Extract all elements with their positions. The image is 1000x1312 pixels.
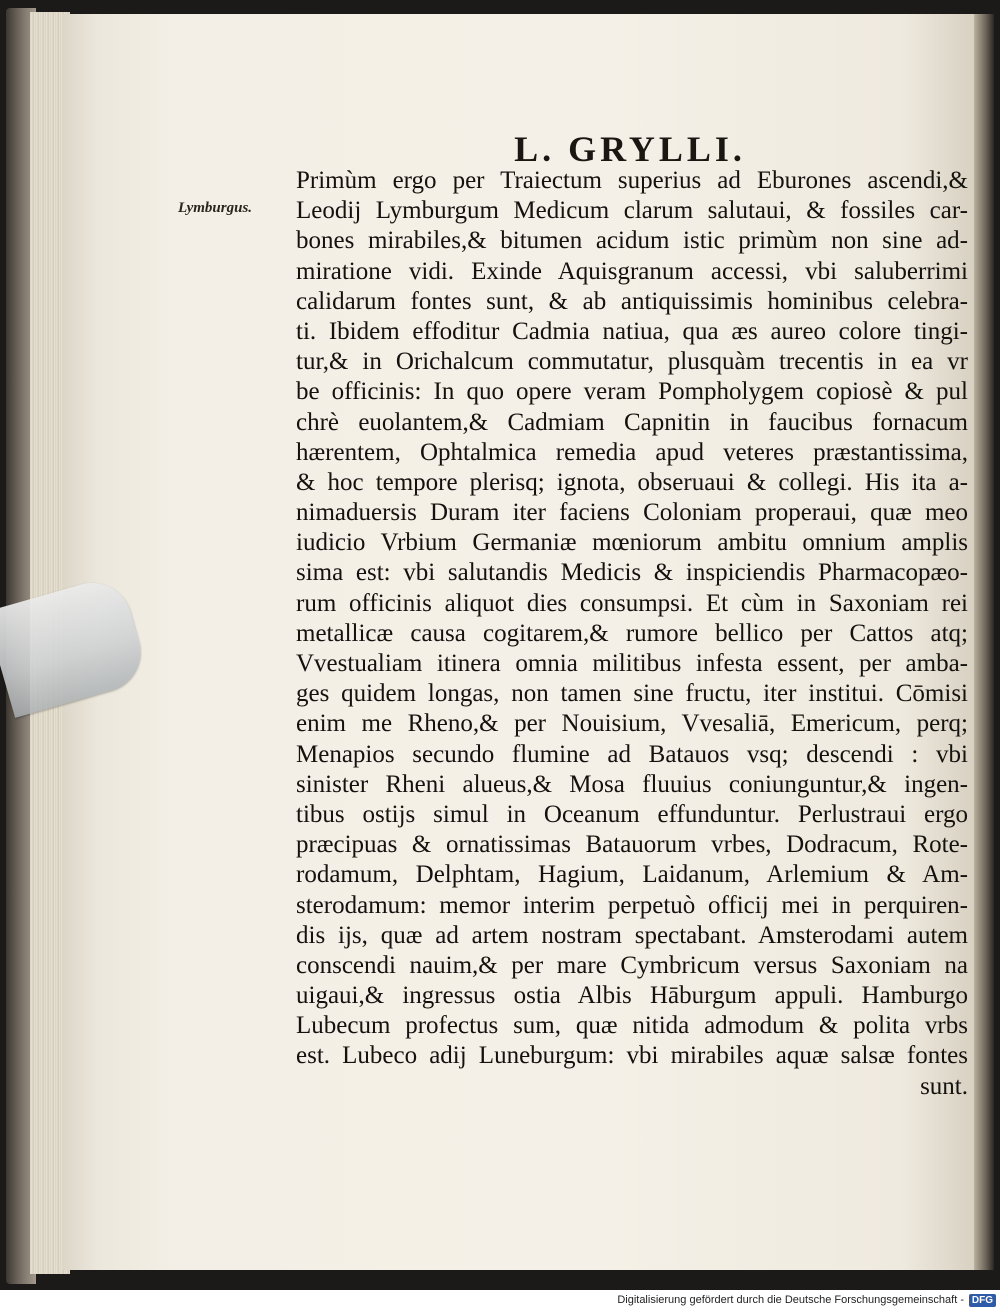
marginal-note: Lymburgus. xyxy=(178,200,253,216)
text-line: miratione vidi. Exinde Aquisgranum accessi, vbi saluberrimi xyxy=(296,257,968,285)
text-line: ti. Ibidem effoditur Cadmia natiua, qua æs aureo colore tingi- xyxy=(296,317,968,345)
text-line: chrè euolantem,& Cadmiam Capnitin in faucibus fornacum xyxy=(296,408,968,436)
text-line: & hoc tempore plerisq; ignota, obseruaui & collegi. His ita a- xyxy=(296,468,968,496)
text-line: Vvestualiam itinera omnia militibus infesta essent, per amba- xyxy=(296,650,968,677)
text-line: sunt. xyxy=(920,1072,968,1100)
text-line: præcipuas & ornatissimas Batauorum vrbes, Dodracum, Rote- xyxy=(296,831,968,859)
text-line: tur,& in Orichalcum commutatur, plusquàm trecentis in ea vr xyxy=(296,348,968,376)
dfg-logo: DFG xyxy=(969,1294,996,1307)
text-line: Lubecum profectus sum, quæ nitida admodum & polita vrbs xyxy=(296,1012,968,1040)
text-line: iudicio Vrbium Germaniæ mœniorum ambitu omnium amplis xyxy=(296,529,968,557)
body-text xyxy=(296,166,968,1102)
text-line: nimaduersis Duram iter faciens Coloniam properaui, quæ meo xyxy=(296,499,968,527)
text-line: Leodij Lymburgum Medicum clarum salutaui, & fossiles car- xyxy=(296,197,968,225)
text-line: tibus ostijs simul in Oceanum effunduntur. Perlustraui ergo xyxy=(296,800,968,828)
text-line: be officinis: In quo opere veram Pompholygem copiosè & pul xyxy=(296,378,968,406)
text-line: rum officinis aliquot dies consumpsi. Et cùm in Saxoniam rei xyxy=(296,589,968,617)
text-line: ges quidem longas, non tamen sine fructu, iter institui. Cōmisi xyxy=(296,680,968,708)
text-line: conscendi nauim,& per mare Cymbricum versus Saxoniam na xyxy=(296,951,968,979)
text-line: Primùm ergo per Traiectum superius ad Eburones ascendi,& xyxy=(296,167,968,194)
text-line: Menapios secundo flumine ad Batauos vsq; descendi : vbi xyxy=(296,740,968,768)
text-line: sima est: vbi salutandis Medicis & inspiciendis Pharmacopæo- xyxy=(296,559,968,587)
text-line: rodamum, Delphtam, Hagium, Laidanum, Arlemium & Am- xyxy=(296,861,968,889)
text-line: metallicæ causa cogitarem,& rumore bellico per Cattos atq; xyxy=(296,619,968,647)
text-line: sterodamum: memor interim perpetuò officij mei in perquiren- xyxy=(296,891,968,919)
text-line: dis ijs, quæ ad artem nostram spectabant. Amsterodami autem xyxy=(296,921,968,949)
text-line: enim me Rheno,& per Nouisium, Vvesaliā, Emericum, perq; xyxy=(296,710,968,738)
gutter-shadow xyxy=(974,14,994,1270)
text-line: hærentem, Ophtalmica remedia apud veteres præstantissima, xyxy=(296,438,968,466)
text-line: est. Lubeco adij Luneburgum: vbi mirabiles aquæ salsæ fontes xyxy=(296,1042,968,1070)
text-line: uigaui,& ingressus ostia Albis Hāburgum appuli. Hamburgo xyxy=(296,982,968,1010)
text-line: bones mirabiles,& bitumen acidum istic primùm non sine ad- xyxy=(296,227,968,255)
text-line: sinister Rheni alueus,& Mosa fluuius coniunguntur,& ingen- xyxy=(296,770,968,798)
text-line: calidarum fontes sunt, & ab antiquissimis hominibus celebra- xyxy=(296,287,968,315)
running-head: L. GRYLLI. xyxy=(514,129,746,169)
funding-credit: Digitalisierung gefördert durch die Deutsche Forschungsgemeinschaft - xyxy=(617,1294,964,1306)
footer-bar xyxy=(0,1292,1000,1312)
